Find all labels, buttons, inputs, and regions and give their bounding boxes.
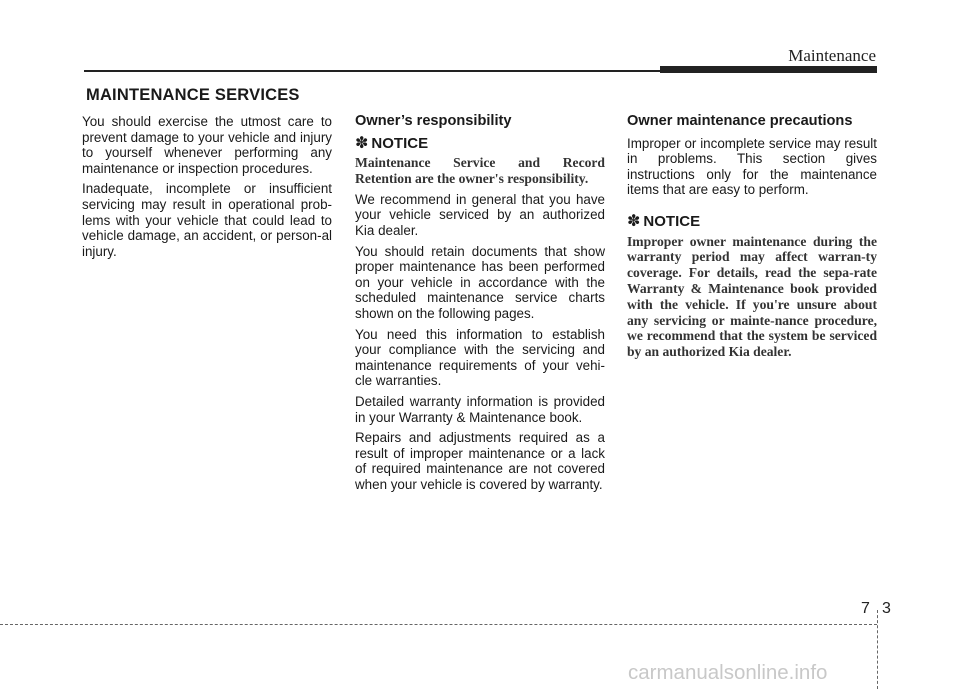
notice-heading bbox=[355, 136, 605, 152]
paragraph: Improper or incomplete service may result in problems. This section gives instructions only for the maintenance items that are easy to perform. bbox=[627, 135, 877, 198]
paragraph: You should exercise the utmost care to prevent damage to your vehicle and injury to yourself whenever performing any maintenance or inspection procedures. bbox=[82, 114, 332, 176]
header-rule-bar bbox=[660, 66, 877, 73]
paragraph: Detailed warranty information is provided in your Warranty & Maintenance book. bbox=[355, 393, 605, 425]
paragraph: We recommend in general that you have your vehicle serviced by an authorized Kia dealer. bbox=[355, 191, 605, 238]
notice-label: NOTICE bbox=[643, 212, 701, 230]
notice-text: Maintenance Service and Record Retention are the owner's responsibility. bbox=[355, 155, 605, 186]
notice-icon: ✽ bbox=[355, 134, 369, 152]
chapter-number: 7 bbox=[861, 600, 870, 617]
paragraph: Repairs and adjustments required as a result of improper maintenance or a lack of required maintenance are not covered when your vehicle is covered by warranty. bbox=[355, 430, 605, 492]
column-1 bbox=[82, 114, 332, 264]
subsection-heading: Owner’s responsibility bbox=[355, 113, 512, 129]
notice-label: NOTICE bbox=[371, 134, 429, 152]
page-number: 3 bbox=[882, 600, 891, 617]
notice-heading bbox=[627, 214, 877, 230]
paragraph: Inadequate, incomplete or insufficient servicing may result in operational prob-lems with your vehicle that could lead to vehicle damage, an accident, or person-al injury. bbox=[82, 181, 332, 259]
column-3 bbox=[627, 114, 877, 365]
notice-text: Improper owner maintenance during the warranty period may affect warran-ty coverage. For details, read the sepa-rate Warranty & Maintenance book provided with the vehicle. If you're unsure about any servicing or mainte-nance procedure, we recommend that the system be serviced by an authorized Kia dealer. bbox=[627, 233, 877, 360]
subsection-heading: Owner maintenance precautions bbox=[627, 113, 853, 129]
paragraph: You should retain documents that show proper maintenance has been performed on your vehicle in accordance with the scheduled maintenance service charts shown on the following pages. bbox=[355, 243, 605, 321]
footer-rule bbox=[0, 624, 877, 625]
notice-icon: ✽ bbox=[627, 212, 641, 230]
footer-divider bbox=[877, 610, 878, 689]
column-2 bbox=[355, 114, 605, 497]
running-header: Maintenance bbox=[788, 46, 876, 65]
watermark-link[interactable]: carmanualsonline.info bbox=[628, 661, 828, 684]
section-title: MAINTENANCE SERVICES bbox=[86, 86, 300, 104]
paragraph: You need this information to establish your compliance with the servicing and maintenance requirements of your vehi-cle warranties. bbox=[355, 326, 605, 389]
header-rule bbox=[84, 70, 660, 72]
